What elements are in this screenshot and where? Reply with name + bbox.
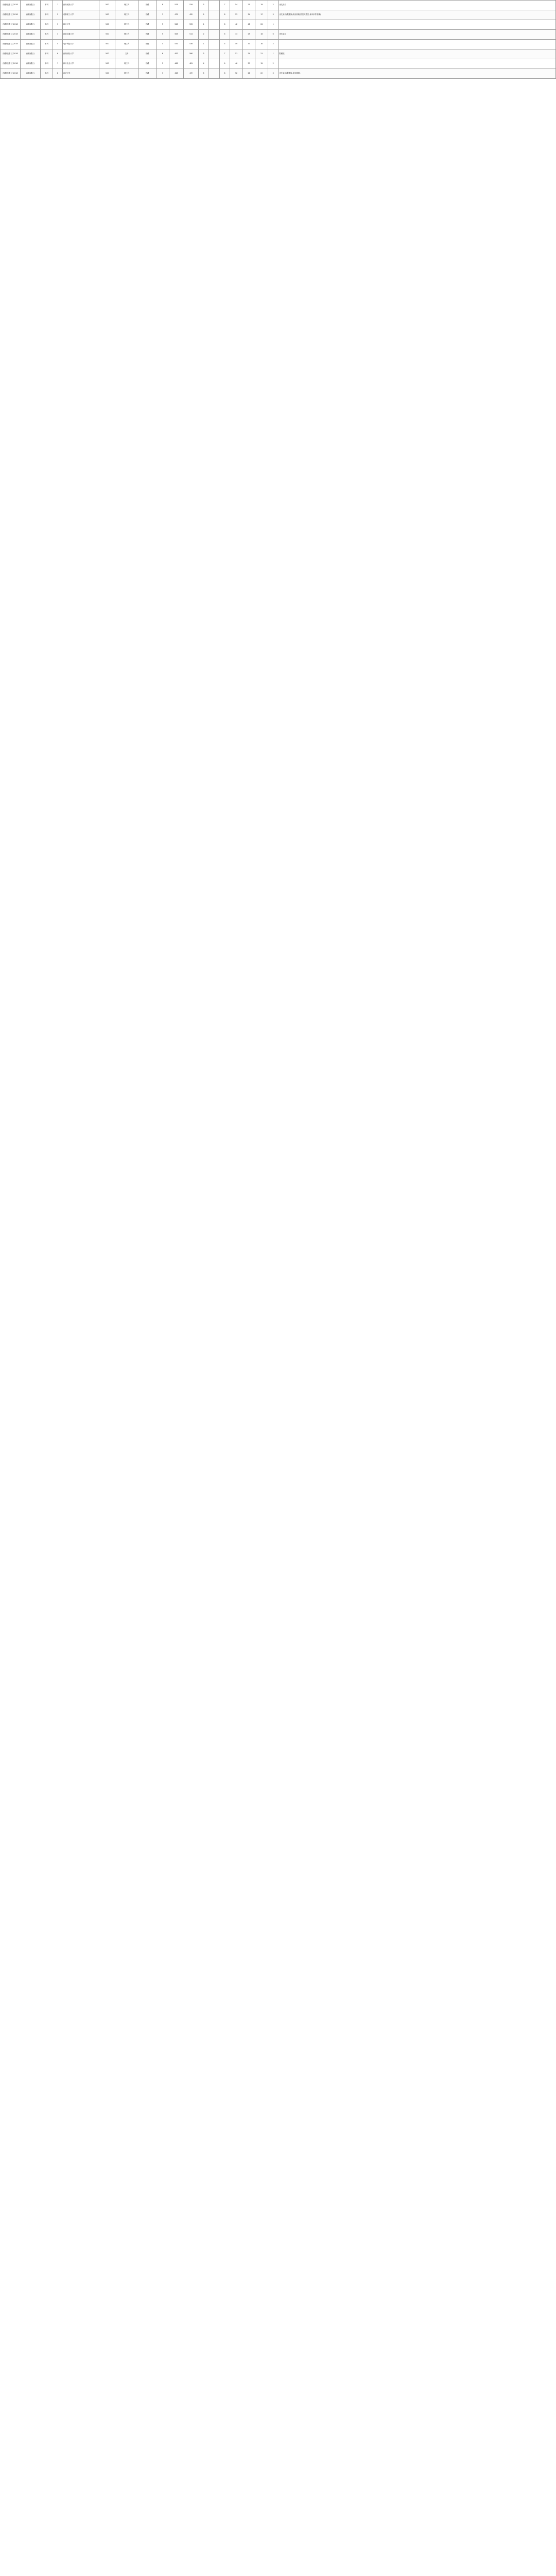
table-cell: 西藏班(藏 区)2018 <box>1 1 21 10</box>
table-cell: 四川大学 <box>62 20 99 30</box>
table-cell: 优先录取 <box>279 1 556 10</box>
table-cell: 34 <box>242 10 255 20</box>
table-cell: 2 <box>53 10 62 20</box>
table-cell: 33 <box>242 40 255 49</box>
table-cell: 492 <box>184 10 199 20</box>
table-cell: 1 <box>198 40 208 49</box>
table-cell: 6 <box>219 30 230 40</box>
table-cell: 西藏 <box>138 49 157 59</box>
table-cell: 西藏(藏区) <box>20 30 40 40</box>
table-cell: 理工科 <box>115 10 138 20</box>
table-cell: 500 <box>99 20 115 30</box>
table-cell: 4 <box>53 30 62 40</box>
table-cell: 26 <box>242 69 255 79</box>
table-cell <box>209 69 219 79</box>
table-row <box>1 1 556 10</box>
table-cell: 理工科 <box>115 20 138 30</box>
table-row <box>1 49 556 59</box>
table-row <box>1 10 556 20</box>
table-cell: 503 <box>169 30 184 40</box>
table-cell: 优先录取(限藏族,身体健康) <box>279 69 556 79</box>
table-cell: 电子科技大学 <box>62 40 99 49</box>
table-cell: 0 <box>268 30 278 40</box>
table-cell: 1 <box>198 20 208 30</box>
table-cell: 理工科 <box>115 1 138 10</box>
table-cell: 3 <box>53 20 62 30</box>
table-cell: 西藏班(藏 区)2018 <box>1 10 21 20</box>
table-cell: 西藏(藏区) <box>20 49 40 59</box>
table-cell: 西藏班(藏 区)2018 <box>1 59 21 69</box>
table-cell: 500 <box>99 1 115 10</box>
table-cell <box>209 30 219 40</box>
table-cell: 8 <box>156 1 169 10</box>
table-cell: 500 <box>99 10 115 20</box>
table-cell: 7 <box>219 49 230 59</box>
table-cell: 本科 <box>40 59 53 69</box>
table-cell: 46 <box>230 59 243 69</box>
table-cell: 1 <box>53 1 62 10</box>
table-cell: 538 <box>184 40 199 49</box>
table-cell: 西藏 <box>138 20 157 30</box>
table-cell: 限藏族 <box>279 49 556 59</box>
table-cell: 5 <box>156 30 169 40</box>
table-cell: 528 <box>169 20 184 30</box>
table-cell: 理工科 <box>115 59 138 69</box>
table-cell: 西藏(藏区) <box>20 69 40 79</box>
table-cell: 520 <box>184 1 199 10</box>
table-cell <box>209 49 219 59</box>
table-cell: 2 <box>198 30 208 40</box>
table-cell: 西藏班(藏 区)2018 <box>1 40 21 49</box>
table-cell: 西藏 <box>138 1 157 10</box>
table-cell: 20 <box>255 20 268 30</box>
table-cell: 29 <box>242 30 255 40</box>
table-cell: 西南民族大学 <box>62 1 99 10</box>
table-cell <box>279 40 556 49</box>
table-cell: 3 <box>268 10 278 20</box>
table-cell: 西藏班(藏 区)2018 <box>1 49 21 59</box>
table-cell: 3 <box>198 1 208 10</box>
table-cell: 2 <box>268 1 278 10</box>
table-cell: 成都理工大学 <box>62 10 99 20</box>
table-cell: 西藏(藏区) <box>20 10 40 20</box>
table-cell: 21 <box>255 49 268 59</box>
table-cell: 西藏 <box>138 10 157 20</box>
table-cell: 优先录取 <box>279 30 556 40</box>
table-cell <box>209 59 219 69</box>
table-cell: 西南交通大学 <box>62 30 99 40</box>
table-cell: 6 <box>53 49 62 59</box>
table-cell: 2 <box>268 59 278 69</box>
table-cell: 500 <box>99 59 115 69</box>
table-cell: 16 <box>255 40 268 49</box>
table-cell: 四川农业大学 <box>62 59 99 69</box>
table-cell: 479 <box>169 10 184 20</box>
table-cell: 500 <box>99 69 115 79</box>
table-cell: 2 <box>268 40 278 49</box>
table-cell: 472 <box>184 69 199 79</box>
table-cell: 4 <box>156 40 169 49</box>
table-cell: 西藏 <box>138 69 157 79</box>
table-cell: 468 <box>169 59 184 69</box>
table-cell: 优先录取(限藏族,政治面貌:团员或党员;身体条件健康) <box>279 10 556 20</box>
table-row <box>1 30 556 40</box>
table-cell: 37 <box>242 59 255 69</box>
table-cell <box>209 10 219 20</box>
table-row <box>1 40 556 49</box>
table-cell: 本科 <box>40 49 53 59</box>
table-cell: 本科 <box>40 20 53 30</box>
table-cell: 本科 <box>40 10 53 20</box>
table-cell: 5 <box>53 40 62 49</box>
table-cell: 51 <box>230 49 243 59</box>
table-cell: 458 <box>169 69 184 79</box>
table-cell: 44 <box>230 30 243 40</box>
table-cell: 8 <box>219 69 230 79</box>
table-cell: 理工科 <box>115 30 138 40</box>
table-cell: 理工科 <box>115 40 138 49</box>
table-cell: 本科 <box>40 40 53 49</box>
table-cell: 481 <box>184 59 199 69</box>
table-cell: 西藏 <box>138 59 157 69</box>
table-cell: 7 <box>156 10 169 20</box>
table-cell: 5 <box>198 10 208 20</box>
table-cell: 8 <box>219 10 230 20</box>
table-cell: 7 <box>156 69 169 79</box>
table-cell: 西藏 <box>138 40 157 49</box>
table-cell: 5 <box>219 40 230 49</box>
table-cell: 西藏班(藏 区)2018 <box>1 20 21 30</box>
table-cell: 7 <box>53 59 62 69</box>
table-cell: 文科 <box>115 49 138 59</box>
table-cell: 513 <box>169 1 184 10</box>
table-cell: 西华大学 <box>62 69 99 79</box>
table-cell: 52 <box>230 69 243 79</box>
table-cell: 42 <box>230 20 243 30</box>
table-cell: 49 <box>230 40 243 49</box>
table-cell: 本科 <box>40 30 53 40</box>
table-cell <box>279 20 556 30</box>
admission-table <box>0 0 556 79</box>
table-cell: 54 <box>230 1 243 10</box>
table-cell: 西藏(藏区) <box>20 40 40 49</box>
table-cell <box>209 1 219 10</box>
table-cell: 506 <box>184 49 199 59</box>
table-cell: 500 <box>99 49 115 59</box>
table-cell: 本科 <box>40 1 53 10</box>
table-cell: 西南财经大学 <box>62 49 99 59</box>
table-cell: 500 <box>99 30 115 40</box>
table-cell: 西藏(藏区) <box>20 1 40 10</box>
table-cell: 西藏(藏区) <box>20 20 40 30</box>
table-row <box>1 69 556 79</box>
table-row <box>1 59 556 69</box>
table-cell: 24 <box>242 49 255 59</box>
table-cell: 497 <box>169 49 184 59</box>
table-cell: 9 <box>156 59 169 69</box>
table-cell: 理工科 <box>115 69 138 79</box>
table-cell: 1 <box>268 20 278 30</box>
table-cell: 18 <box>255 30 268 40</box>
table-cell: 19 <box>255 1 268 10</box>
table-cell: 17 <box>255 10 268 20</box>
table-cell: 5 <box>198 69 208 79</box>
table-cell <box>209 20 219 30</box>
table-cell: 3 <box>268 69 278 79</box>
table-cell: 500 <box>99 40 115 49</box>
table-cell: 西藏班(藏 区)2018 <box>1 30 21 40</box>
table-cell: 4 <box>198 59 208 69</box>
table-cell <box>279 59 556 69</box>
table-cell: 8 <box>219 20 230 30</box>
table-cell: 533 <box>184 20 199 30</box>
table-cell: 1 <box>268 49 278 59</box>
table-cell: 6 <box>219 59 230 69</box>
table-cell: 8 <box>53 69 62 79</box>
table-cell: 514 <box>184 30 199 40</box>
table-cell: 21 <box>242 1 255 10</box>
table-cell: 本科 <box>40 69 53 79</box>
table-cell: 3 <box>156 20 169 30</box>
table-cell: 6 <box>156 49 169 59</box>
table-cell: 西藏 <box>138 30 157 40</box>
table-cell: 7 <box>219 1 230 10</box>
table-cell: 西藏班(藏 区)2018 <box>1 69 21 79</box>
admission-data-sheet <box>0 0 556 79</box>
table-cell: 3 <box>198 49 208 59</box>
table-cell: 22 <box>255 69 268 79</box>
table-cell: 48 <box>242 20 255 30</box>
table-cell <box>209 40 219 49</box>
table-cell: 15 <box>255 59 268 69</box>
table-cell: 53 <box>230 10 243 20</box>
table-cell: 西藏(藏区) <box>20 59 40 69</box>
table-row <box>1 20 556 30</box>
table-cell: 531 <box>169 40 184 49</box>
